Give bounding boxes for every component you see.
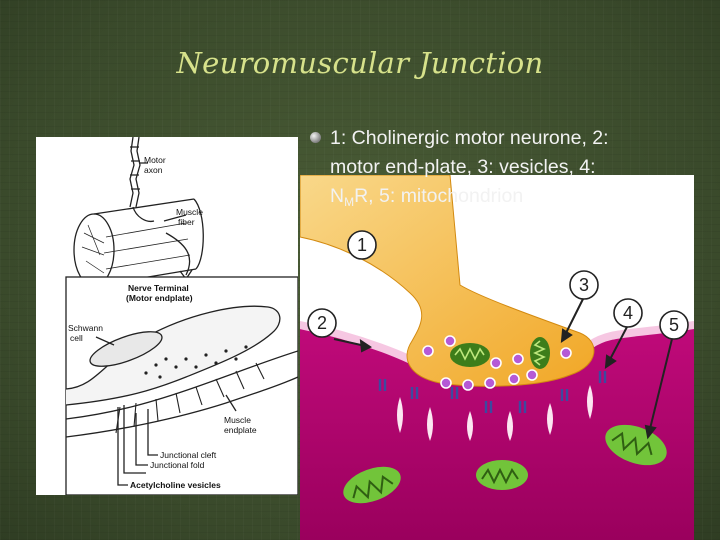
caption-line-1: 1: Cholinergic motor neurone, 2: (330, 127, 609, 149)
label-muscle-endplate-1: Muscle (224, 415, 251, 425)
neuromuscular-junction-line-drawing (36, 137, 298, 495)
label-nerve-terminal: Nerve Terminal (128, 283, 189, 293)
label-axon: axon (144, 165, 163, 175)
caption-nm-n: N (330, 185, 345, 207)
caption-line-3-rest: R, 5: mitochondrion (354, 185, 524, 207)
marker-3: 3 (578, 275, 590, 295)
label-schwann: Schwann (68, 323, 103, 333)
marker-1: 1 (356, 235, 368, 255)
label-fiber: fiber (178, 217, 195, 227)
label-motor: Motor (144, 155, 166, 165)
caption-line-2: motor end-plate, 3: vesicles, 4: (330, 156, 596, 178)
neuromuscular-junction-color-schematic (300, 175, 694, 540)
label-muscle: Muscle (176, 207, 203, 217)
label-junctional-cleft: Junctional cleft (160, 450, 217, 460)
label-cell: cell (70, 333, 83, 343)
bullet-icon (310, 132, 321, 143)
label-junctional-fold: Junctional fold (150, 460, 205, 470)
label-motor-endplate: (Motor endplate) (126, 293, 193, 303)
marker-5: 5 (668, 315, 680, 335)
label-ach-vesicles: Acetylcholine vesicles (130, 480, 221, 490)
slide-title: Neuromuscular Junction (176, 46, 544, 80)
caption-line-3 (330, 182, 690, 217)
caption-nm-sub: M (344, 195, 355, 209)
label-muscle-endplate-2: endplate (224, 425, 257, 435)
caption-text (330, 124, 690, 217)
marker-2: 2 (316, 313, 328, 333)
marker-4: 4 (622, 303, 634, 323)
